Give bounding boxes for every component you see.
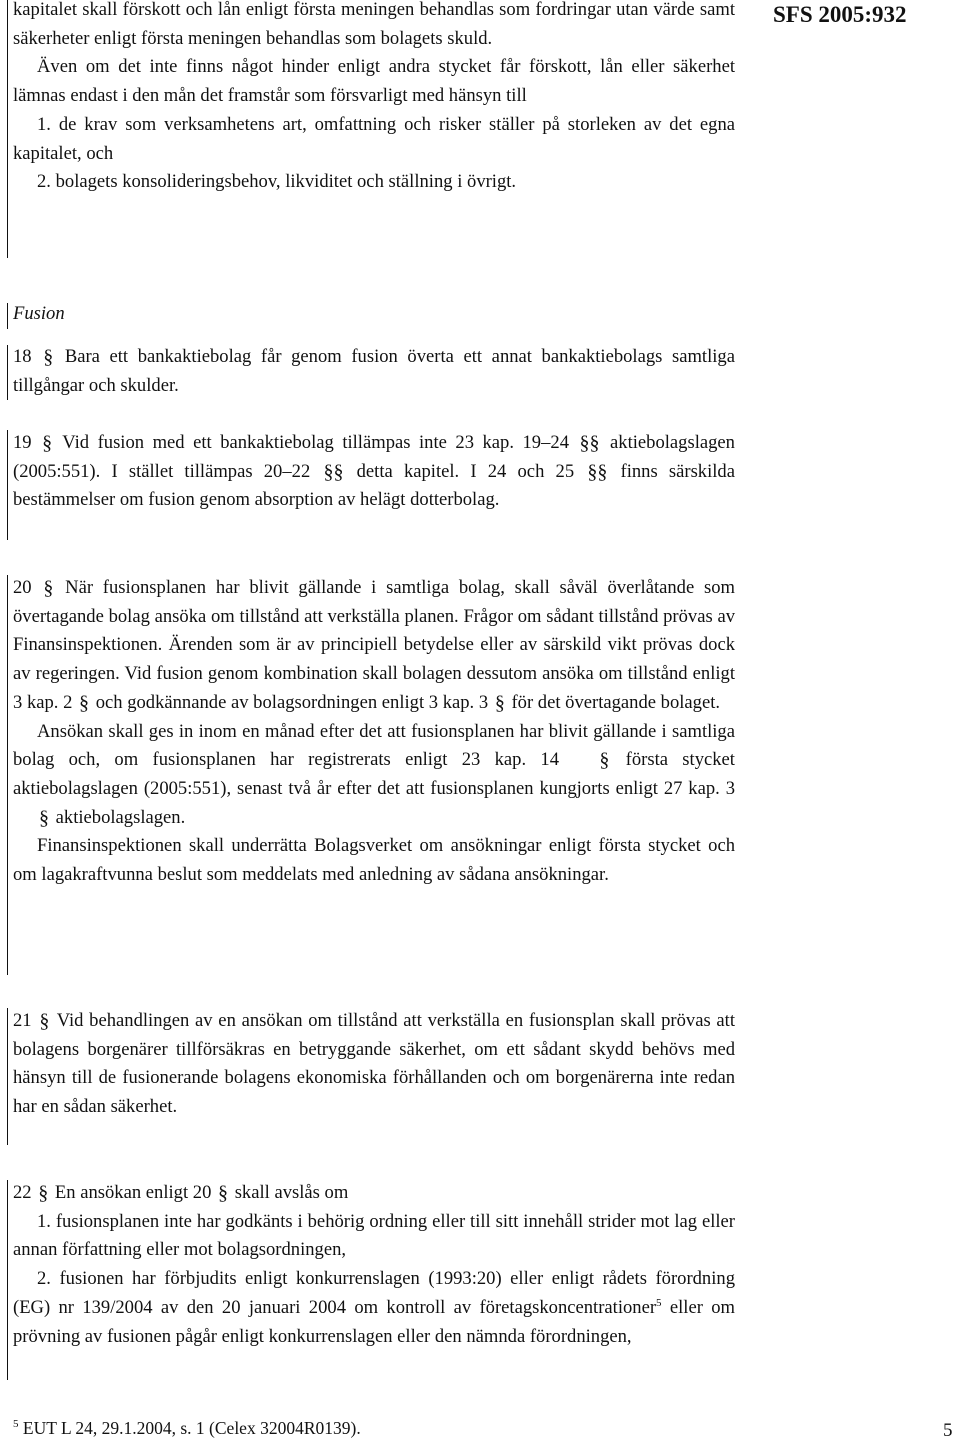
section-21	[13, 1007, 735, 1122]
paragraph-sign: §	[218, 1182, 229, 1204]
section-text: detta kapitel. I 24 och 25	[356, 460, 575, 482]
section-22	[13, 1179, 735, 1351]
section-number: 18	[13, 346, 32, 367]
paragraph-sign: §	[43, 577, 54, 599]
section-number: 22	[13, 1182, 32, 1203]
section-number: 21	[13, 1010, 32, 1031]
section-text: finns särskilda bestämmelser om fusion genom absorption av helägt dotterbolag.	[13, 460, 735, 511]
section-number: 20	[13, 577, 32, 598]
intro-block	[13, 0, 735, 197]
paragraph: Även om det inte finns något hinder enligt andra stycket får förskott, lån eller säkerhet lämnas endast i den mån det framstår som försvarligt med hänsyn till	[13, 56, 735, 107]
section-text: Vid behandlingen av en ansökan om tillstånd att verkställa en fusionsplan skall prövas att bolagens borgenärer tillförsäkras en betryggande säkerhet, om ett sådant skydd behövs med hänsyn till de fusionerande bolagens ekonomiska förhållanden och om borgenärerna inte redan har en sådan säkerhet.	[13, 1010, 735, 1118]
footnote	[13, 1414, 361, 1442]
section-text: första stycket aktiebolagslagen (2005:551), senast två år efter det att fusionsplanen kungjorts enligt 27 kap. 3	[13, 749, 735, 799]
section-text: för det övertagande bolaget.	[511, 691, 721, 713]
change-bar	[7, 430, 8, 540]
paragraph-sign: §	[43, 346, 54, 368]
section-text: Vid fusion med ett bankaktiebolag tillämpas inte 23 kap. 19–24	[62, 432, 569, 453]
footnote-reference[interactable]: 5	[656, 1296, 662, 1309]
section-19	[13, 429, 735, 515]
section-text: Ansökan skall ges in inom en månad efter det att fusionsplanen har blivit gällande i samtliga bolag och, om fusionsplanen har registrerats enligt 23 kap. 14	[13, 720, 735, 771]
paragraph-sign: §§	[587, 460, 608, 483]
page-number: 5	[943, 1420, 953, 1441]
change-bar	[7, 0, 8, 258]
section-text: När fusionsplanen har blivit gällande i samtliga bolag, skall såväl överlåtande som övertagande bolag ansöka om tillstånd att verkställa planen. Frågor om sådant tillstånd prövas av Finansinspektionen. Ärenden som är av principiell betydelse eller av särskild vikt prövas dock av regeringen. Vid fusion genom kombination skall bolagen dessutom ansöka om tillstånd enligt 3 kap. 2	[13, 577, 735, 713]
change-bar	[7, 345, 8, 400]
list-item: 2. bolagets konsolideringsbehov, likviditet och ställning i övrigt.	[37, 171, 517, 193]
sfs-number: SFS 2005:932	[773, 2, 907, 27]
section-20	[13, 574, 735, 890]
paragraph: Finansinspektionen skall underrätta Bolagsverket om ansökningar enligt första stycket och om lagakraftvunna beslut som meddelats med anledning av sådana ansökningar.	[13, 835, 735, 886]
section-text: och godkännande av bolagsordningen enligt 3 kap. 3	[95, 691, 489, 713]
section-text: En ansökan enligt 20	[54, 1182, 212, 1203]
section-number: 19	[13, 432, 32, 453]
section-text: aktiebolagslagen.	[55, 806, 186, 828]
section-heading: Fusion	[13, 303, 65, 324]
footnote-mark: 5	[13, 1418, 19, 1430]
paragraph-sign: §	[39, 806, 49, 829]
section-text: Bara ett bankaktiebolag får genom fusion överta ett annat bankaktiebolags samtliga tillgångar och skulder.	[13, 346, 735, 396]
section-18	[13, 343, 735, 400]
list-item-text: 2. fusionen har förbjudits enligt konkurrenslagen (1993:20) eller enligt rådets förordning (EG) nr 139/2004 av den 20 januari 2004 om kontroll av företagskoncentrationer	[13, 1268, 735, 1318]
change-bar	[7, 575, 8, 975]
paragraph-sign: §	[79, 691, 90, 714]
footnote-text: EUT L 24, 29.1.2004, s. 1 (Celex 32004R0139).	[22, 1418, 361, 1438]
paragraph-sign: §§	[323, 460, 344, 483]
list-item-text: eller om prövning av fusionen pågår enligt konkurrenslagen eller den nämnda förordningen,	[13, 1296, 735, 1347]
list-item: 1. fusionsplanen inte har godkänts i behörig ordning eller till sitt innehåll strider mot lag eller annan författning eller mot bolagsordningen,	[13, 1210, 735, 1261]
change-bar	[7, 1008, 8, 1145]
paragraph-sign: §	[599, 749, 610, 772]
paragraph-sign: §	[494, 691, 505, 714]
section-text: aktiebolagslagen (2005:551). I stället tillämpas 20–22	[13, 432, 735, 482]
list-item: 1. de krav som verksamhetens art, omfattning och risker ställer på storleken av det egna kapitalet, och	[13, 113, 735, 164]
section-text: skall avslås om	[234, 1182, 349, 1203]
paragraph-sign: §	[38, 1182, 49, 1204]
paragraph: kapitalet skall förskott och lån enligt första meningen behandlas som fordringar utan värde samt säkerheter enligt första meningen behandlas som bolagets skuld.	[13, 0, 735, 49]
change-bar	[7, 303, 8, 329]
paragraph-sign: §§	[579, 432, 600, 454]
paragraph-sign: §	[42, 432, 53, 454]
paragraph-sign: §	[39, 1010, 50, 1032]
change-bar	[7, 1180, 8, 1380]
